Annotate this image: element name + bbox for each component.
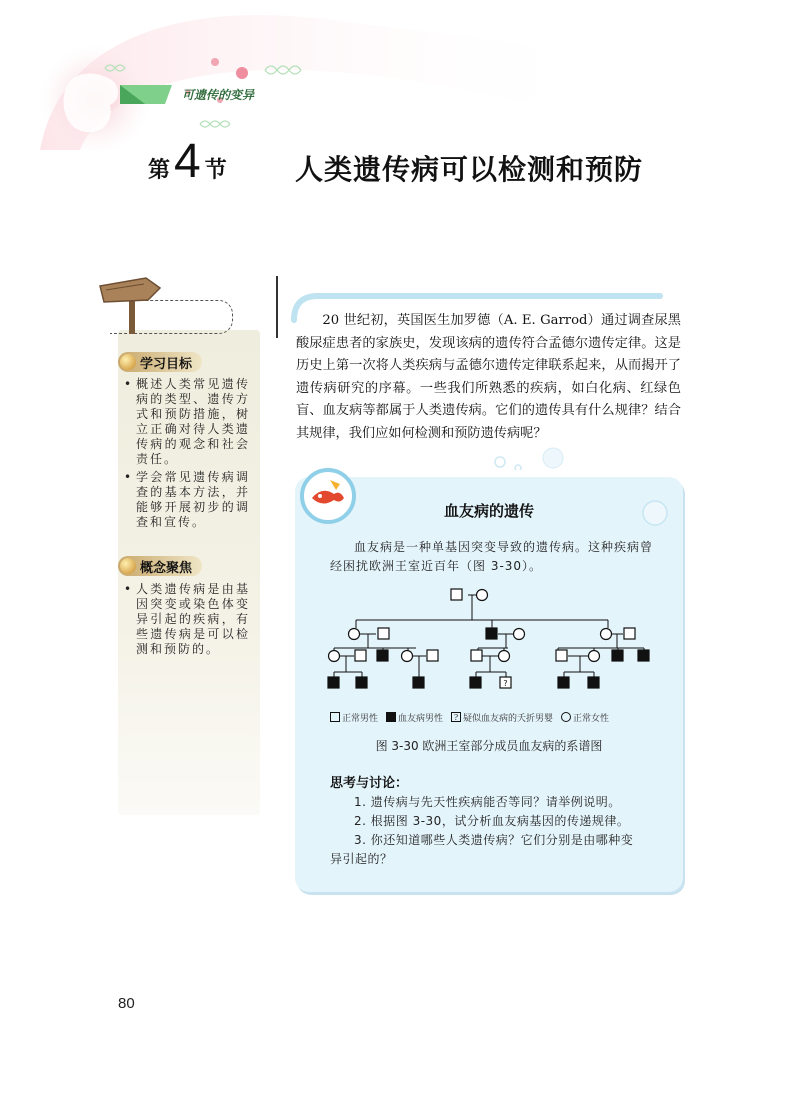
hemophilia-title: 血友病的遗传 (443, 502, 534, 520)
legend-label: 血友病男性 (398, 713, 444, 724)
concept-focus-badge (118, 556, 202, 576)
section-prefix: 第 (148, 158, 171, 183)
discussion-question: 1. 遗传病与先天性疾病能否等同？请举例说明。 (354, 795, 621, 809)
section-suffix: 节 (204, 158, 227, 183)
normal-female-symbol (561, 712, 571, 722)
pedigree-legend (330, 708, 670, 726)
discussion-question-continued: 异引起的？ (330, 852, 393, 866)
section-title: 人类遗传病可以检测和预防 (295, 153, 644, 186)
figure-caption: 图 3-30 欧洲王室部分成员血友病的系谱图 (375, 739, 603, 753)
discussion-question: 2. 根据图 3-30，试分析血友病基因的传递规律。 (354, 814, 630, 828)
hemophilia-pedigree-chart (318, 580, 662, 700)
signpost-icon (96, 272, 166, 334)
learning-goal-item: • 概述人类常见遗传病的类型、遗传方式和预防措施，树立正确对待人类遗传病的观念和社会责任。 (120, 377, 250, 467)
chapter-header-decoration (0, 0, 800, 150)
legend-normal-female (561, 711, 609, 724)
legend-label: 正常女性 (573, 713, 610, 724)
section-number-label (148, 135, 227, 188)
page-number: 80 (118, 995, 135, 1012)
legend-affected-male (386, 711, 443, 724)
legend-label: 正常男性 (342, 713, 379, 724)
learning-goals-label: 学习目标 (140, 356, 193, 372)
learning-goal-item: • 学会常见遗传病调查的基本方法，并能够开展初步的调查和宣传。 (120, 470, 250, 530)
affected-male-symbol (386, 712, 396, 722)
pedigree-suspected-mark: ? (503, 679, 508, 688)
legend-label: 疑似血友病的夭折男婴 (463, 713, 554, 724)
hemophilia-description: 血友病是一种单基因突变导致的遗传病。这种疾病曾经困扰欧洲王室近百年（图 3-30）。 (330, 540, 654, 573)
learning-goals-badge (118, 352, 202, 372)
suspected-male-symbol: ? (451, 712, 461, 722)
concept-focus-item: • 人类遗传病是由基因突变或染色体变异引起的疾病，有些遗传病是可以检测和预防的。 (120, 582, 250, 657)
intro-paragraph: 20 世纪初，英国医生加罗德（A. E. Garrod）通过调查尿黑酸尿症患者的家族史，发现该病的遗传符合孟德尔遗传定律。这是历史上第一次将人类疾病与孟德尔遗传定律联系起来，从而揭开了遗传病研究的序幕。一些我们所熟悉的疾病，如白化病、红绿色盲、血友病等都属于人类遗传病。它们的遗传具有什么规律？结合其规律，我们应如何检测和预防遗传病呢？ (296, 313, 681, 441)
concept-focus-label: 概念聚焦 (140, 560, 193, 576)
badge-bullet-icon (120, 354, 136, 370)
running-chapter-title: 可遗传的变异 (182, 88, 255, 102)
normal-male-symbol (330, 712, 340, 722)
concept-focus-list (120, 582, 250, 660)
legend-normal-male (330, 711, 378, 724)
discussion-question: 3. 你还知道哪些人类遗传病？它们分别是由哪种变 (354, 833, 634, 847)
discussion-title: 思考与讨论： (330, 776, 409, 791)
legend-suspected-male (451, 711, 553, 724)
badge-bullet-icon (120, 558, 136, 574)
section-number: 4 (174, 135, 201, 188)
learning-goals-list (120, 377, 250, 533)
sidebar-divider (276, 276, 278, 338)
